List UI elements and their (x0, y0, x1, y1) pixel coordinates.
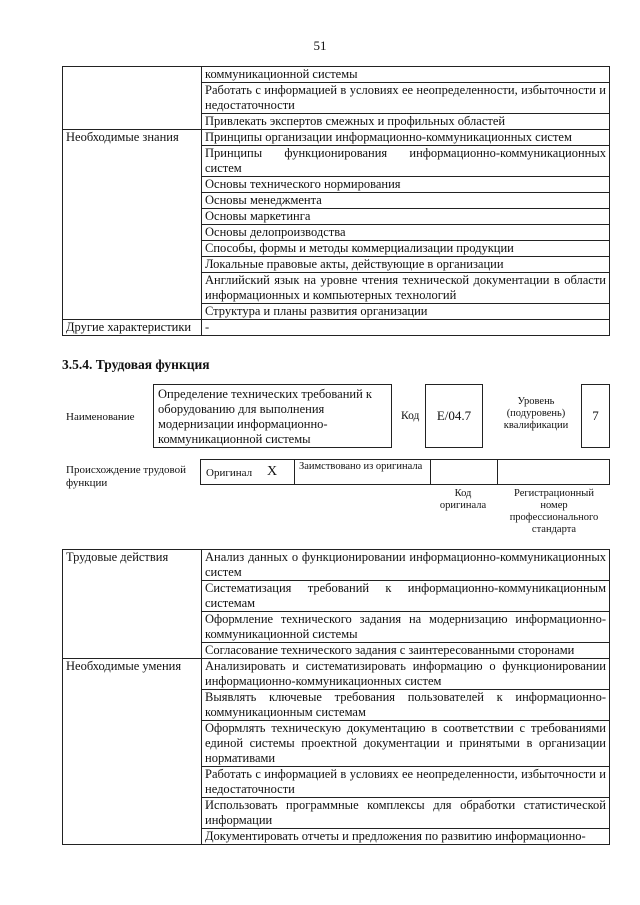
level-label: Уровень (подуровень) квалификации (503, 396, 569, 431)
row-text: Привлекать экспертов смежных и профильных областей (202, 114, 610, 130)
code-label: Код (401, 410, 420, 422)
function-name-box: Определение технических требований к оборудованию для выполнения модернизации информационно-коммуникационной системы (153, 384, 392, 448)
table-row (63, 130, 610, 146)
row-label-actions: Трудовые действия (63, 550, 202, 659)
row-text: Локальные правовые акты, действующие в организации (202, 257, 610, 273)
reg-number-cell (497, 459, 610, 485)
function-code-box: E/04.7 (425, 384, 483, 448)
row-text: Принципы функционирования информационно-коммуникационных систем (202, 146, 610, 177)
row-text: Основы технического нормирования (202, 177, 610, 193)
original-mark: X (267, 464, 278, 479)
table-row (63, 659, 610, 690)
row-text: коммуникационной системы (202, 67, 610, 83)
row-label-other: Другие характеристики (63, 320, 202, 336)
row-text: Оформление технического задания на модернизацию информационно-коммуникационной системы (202, 612, 610, 643)
row-text: - (202, 320, 610, 336)
origin-label: Происхождение трудовой функции (66, 464, 187, 489)
row-text: Основы делопроизводства (202, 225, 610, 241)
row-text: Работать с информацией в условиях ее неопределенности, избыточности и недостаточности (202, 83, 610, 114)
row-text: Английский язык на уровне чтения технической документации в области информационных и компьютерных технологий (202, 273, 610, 304)
code-original-caption: Код оригинала (439, 488, 487, 511)
name-label: Наименование (66, 411, 135, 423)
table-row (63, 550, 610, 581)
row-text: Основы маркетинга (202, 209, 610, 225)
row-text: Выявлять ключевые требования пользователей к информационно-коммуникационным системам (202, 690, 610, 721)
row-text: Структура и планы развития организации (202, 304, 610, 320)
bottom-requirements-table (62, 549, 610, 845)
page-number: 51 (313, 38, 327, 53)
table-row (63, 320, 610, 336)
row-text: Анализировать и систематизировать информацию о функционировании информационно-коммуникационных систем (202, 659, 610, 690)
level-value-box: 7 (581, 384, 610, 448)
row-text: Основы менеджмента (202, 193, 610, 209)
row-label (63, 67, 202, 130)
table-row (63, 67, 610, 83)
row-label-knowledge: Необходимые знания (63, 130, 202, 320)
borrowed-label: Заимствовано из оригинала (299, 461, 423, 472)
reg-number-caption: Регистрационный номер профессионального стандарта (509, 488, 599, 535)
row-text: Согласование технического задания с заинтересованными сторонами (202, 643, 610, 659)
borrowed-cell (294, 459, 431, 485)
row-text: Работать с информацией в условиях ее неопределенности, избыточности и недостаточности (202, 767, 610, 798)
code-original-cell (430, 459, 498, 485)
original-label: Оригинал (206, 467, 253, 479)
section-heading: 3.5.4. Трудовая функция (62, 357, 210, 372)
row-text: Документировать отчеты и предложения по развитию информационно- (202, 829, 610, 845)
row-text: Систематизация требований к информационно-коммуникационным системам (202, 581, 610, 612)
top-requirements-table (62, 66, 610, 336)
row-text: Оформлять техническую документацию в соответствии с требованиями единой системы проектной документации и принятыми в организации нормативами (202, 721, 610, 767)
row-text: Анализ данных о функционировании информационно-коммуникационных систем (202, 550, 610, 581)
row-text: Использовать программные комплексы для обработки статистической информации (202, 798, 610, 829)
row-label-skills: Необходимые умения (63, 659, 202, 845)
row-text: Способы, формы и методы коммерциализации продукции (202, 241, 610, 257)
row-text: Принципы организации информационно-коммуникационных систем (202, 130, 610, 146)
original-cell (200, 459, 295, 485)
